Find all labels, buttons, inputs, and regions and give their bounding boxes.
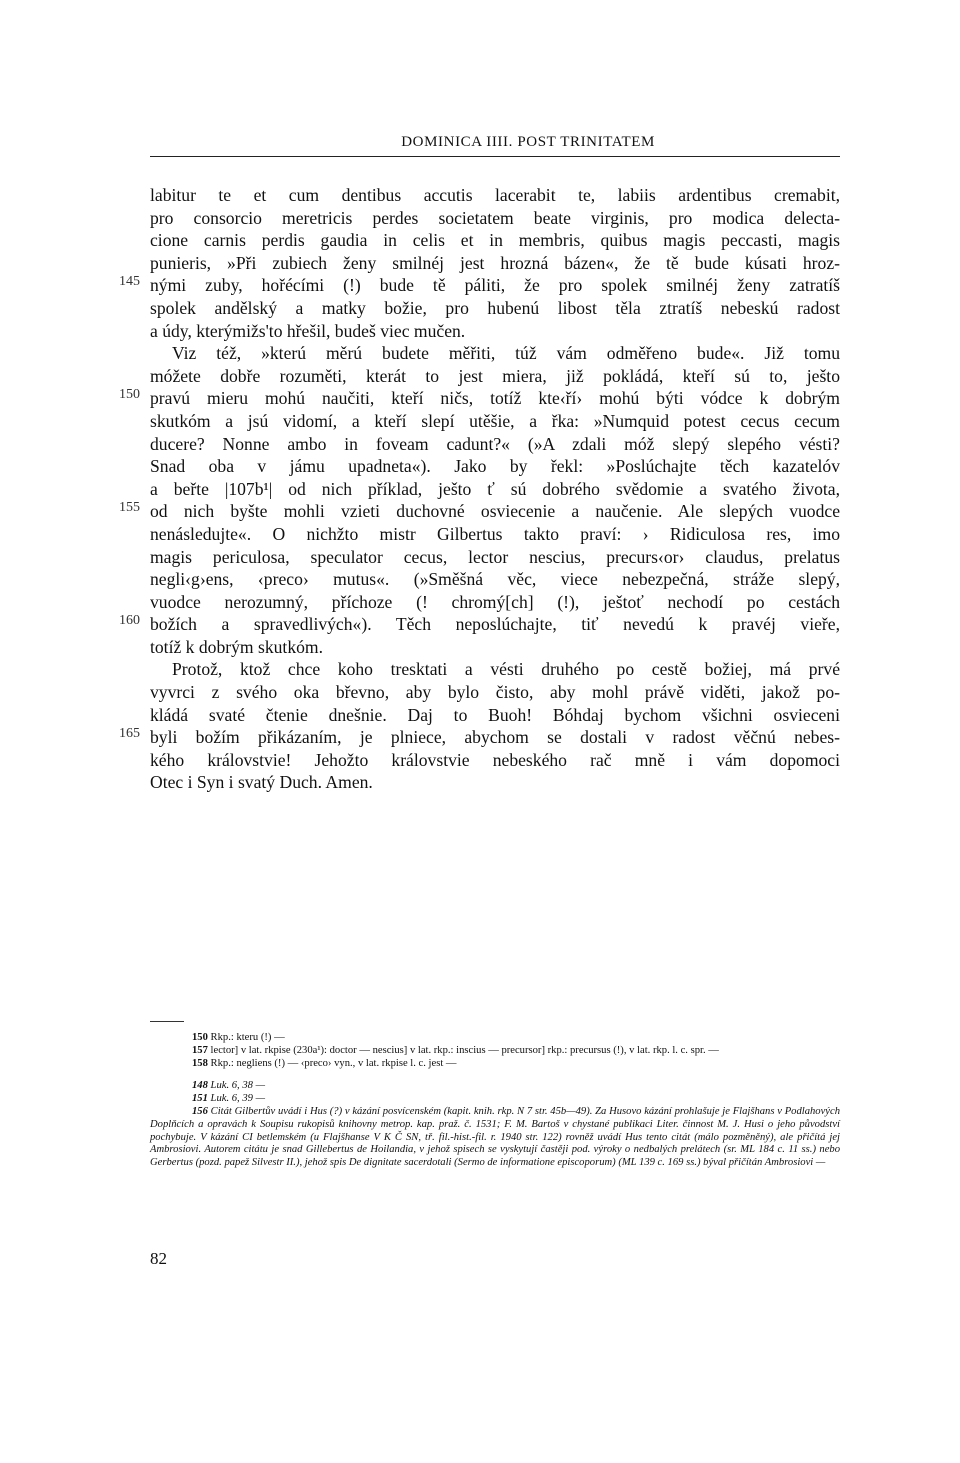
text-line: pro consorcio meretricis perdes societatem beate virginis, pro modica delecta- — [150, 207, 840, 228]
note-number: 157 — [192, 1044, 208, 1056]
text-line: byli božím přikázaním, je plniece, abychom se dostali v radost věčnú nebes- — [150, 727, 840, 748]
note-text: Rkp.: negliens (!) — ‹preco› vyn., v lat. rkpise l. c. jest — — [210, 1057, 457, 1069]
note-text: lector] v lat. rkpise (230a¹): doctor — nescius] v lat. rkp.: inscius — precursor] rkp.: precursus (!), v lat. rkp. l. c. spr. — — [210, 1044, 719, 1056]
text-line: nenásledujte«. O nichžto mistr Gilbertus takto praví: › Ridiculosa res, imo — [150, 523, 840, 544]
line-number: 150 — [119, 387, 140, 402]
textual-note — [150, 1032, 840, 1045]
text-line: Snad oba v jámu upadneta«). Jako by řekl: »Poslúchajte těch kazatelóv — [150, 456, 840, 477]
line-number: 155 — [119, 500, 140, 515]
note-number: 156 — [192, 1105, 208, 1117]
text-line: spolek andělský a matky božie, pro hubenú libost těla ztratíš nebeskú radost — [150, 297, 840, 318]
source-note — [150, 1093, 840, 1106]
note-number: 158 — [192, 1057, 208, 1069]
text-line: kého královstvie! Jehožto královstvie nebeského rač mně i vám dopomoci — [150, 749, 840, 770]
header-rule — [150, 156, 840, 157]
text-line: pravú mieru mohú naučiti, kteří ničs, totíž kte‹ří› mohú býti vódce k dobrým — [150, 388, 840, 409]
note-text: Rkp.: kteru (!) — — [210, 1032, 285, 1043]
note-text: Luk. 6, 38 — — [210, 1080, 265, 1092]
text-line: punieris, »Při zubiech ženy smilnéj jest hrozná bázen«, že tě bude kúsati hroz- — [150, 252, 840, 273]
text-line: vuodce nerozumný, příchoze (! chromý[ch] (!), ještoť nechodí po cestách — [150, 591, 840, 612]
text-line: Viz též, »kterú měrú budete měřiti, túž vám odměřeno bude«. Již tomu — [172, 343, 840, 364]
footnotes — [150, 1032, 840, 1170]
text-line: móžete dobře rozuměti, kterát to jest miera, již pokládá, kteří sú to, ješto — [150, 365, 840, 386]
text-line: a beřte |107b¹| od nich příklad, ješto ť sú dobrého svědomie a svatého života, — [150, 478, 840, 499]
text-line: Otec i Syn i svatý Duch. Amen. — [150, 772, 373, 793]
note-number: 148 — [192, 1080, 208, 1092]
text-line: negli‹g›ens, ‹preco› mutus«. (»Směšná věc, viece nebezpečná, stráže slepý, — [150, 569, 840, 590]
text-line: božích a spravedlivých«). Těch neposlúchajte, tiť nevedú k pravéj vieře, — [150, 614, 840, 635]
note-number: 150 — [192, 1032, 208, 1043]
text-line: ducere? Nonne ambo in foveam cadunt?« (»A zdali móž slepý slepého vésti? — [150, 433, 840, 454]
text-line: totíž k dobrým skutkóm. — [150, 636, 323, 657]
page-number: 82 — [150, 1249, 167, 1268]
line-number: 145 — [119, 274, 140, 289]
text-line: labitur te et cum dentibus accutis lacerabit te, labiis ardentibus cremabit, — [150, 185, 840, 205]
text-line: od nich byšte mohli vzieti duchovné osviecenie a naučenie. Ale slepých vuodce — [150, 501, 840, 522]
note-text: Citát Gilbertův uvádí i Hus (?) v kázání posvícenském (kapit. knih. rkp. N 7 str. 45b—49). Za Husovo kázání prohlašuje je Flajšhans v Podlahových Doplňcích a opravách k Soupisu rukopisů knihovny metrop. kap. praž. č. 1531; F. M. Bartoš v chystané publikaci Liter. činnost M. J. Husi o jeho původství pochybuje. V kázání CI betlemském (u Flajšhanse V K Č SN, tř. fil.-hist.-fil. r. 1940 str. 122) rovněž uvádí Hus tento citát (málo pozměněný), ale přičítá jej Ambrosiovi. Autorem citátu je snad Gillebertus de Hoilandia, v jehož spisech se vyskytují častěji pod. výroky o nedbalých prelátech (sr. ML 184 c. 11 ss.) nebo Gerbertus (pozd. papež Silvestr II.), jehož spis De dignitate sacerdotali (Sermo de informatione episcoporum) (ML 139 c. 169 ss.) býval přičítán Ambrosiovi — — [150, 1105, 840, 1169]
line-number: 165 — [119, 726, 140, 741]
note-number: 151 — [192, 1093, 208, 1105]
text-line: Protož, ktož chce koho tresktati a vésti druhého po cestě božiej, má prvé — [172, 659, 840, 680]
main-text — [150, 184, 840, 794]
text-line: skutkóm a jsú vidomí, a kteří slepí utěšie, a řka: »Numquid potest cecus cecum — [150, 410, 840, 431]
text-line: a údy, kterýmižs'to hřešil, budeš viec mučen. — [150, 320, 466, 341]
text-line: magis periculosa, speculator cecus, lector nescius, precurs‹or› claudus, prelatus — [150, 546, 840, 567]
text-line: cione carnis perdis gaudia in celis et in membris, quibus magis peccasti, magis — [150, 230, 840, 251]
textual-note — [150, 1058, 840, 1071]
line-number: 160 — [119, 613, 140, 628]
source-note — [150, 1080, 840, 1093]
textual-note — [150, 1045, 840, 1058]
footnote-rule — [150, 1021, 184, 1022]
running-head: DOMINICA IIII. POST TRINITATEM — [401, 134, 655, 150]
text-line: vyvrci z svého oka břevno, aby bylo čisto, aby mohl právě viděti, jakož po- — [150, 682, 840, 703]
text-line: nými zuby, hořécími (!) bude tě páliti, že pro spolek smilnéj ženy zatratíš — [150, 275, 840, 296]
note-text: Luk. 6, 39 — — [210, 1093, 265, 1105]
source-note — [150, 1106, 840, 1170]
text-line: kládá svaté čtenie dnešnie. Daj to Buoh! Bóhdaj bychom všichni osvieceni — [150, 704, 840, 725]
